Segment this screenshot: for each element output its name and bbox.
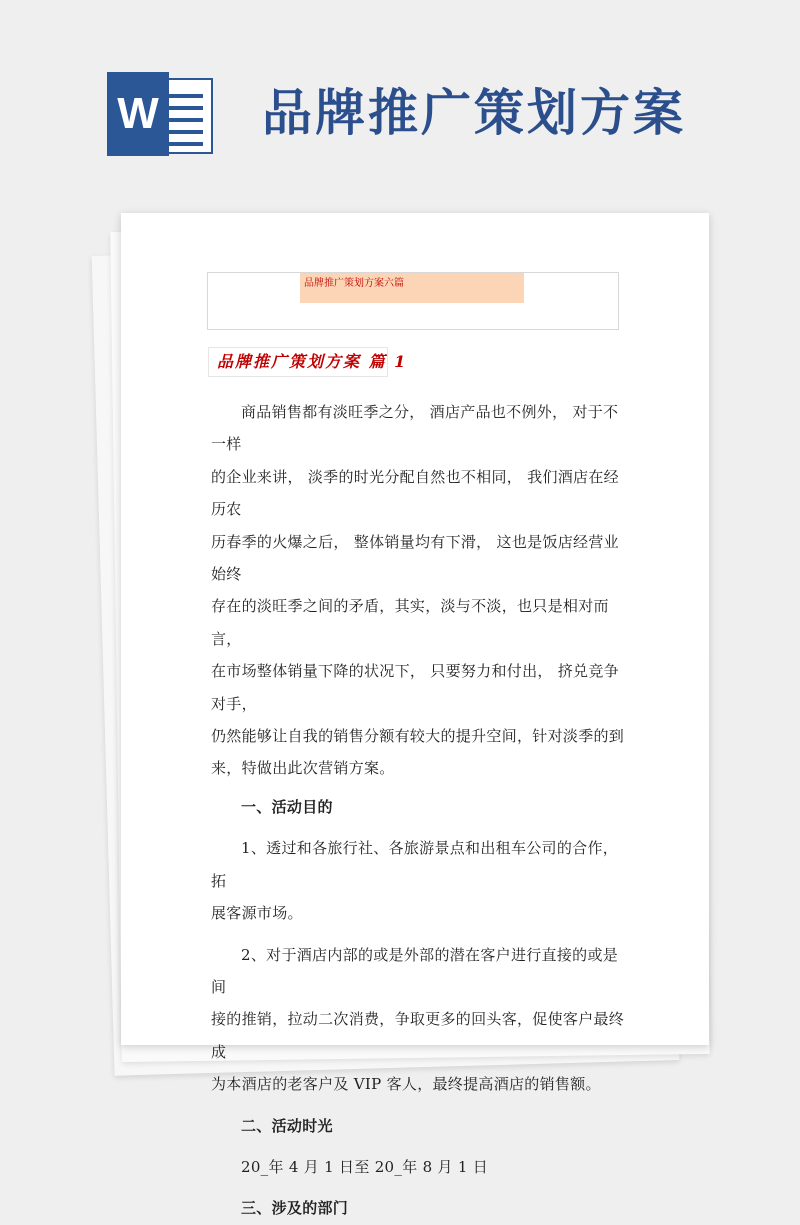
- page-header: [0, 0, 800, 200]
- page-title: 品牌推广策划方案: [262, 83, 686, 142]
- paragraph-line: 来，特做出此次营销方案。: [211, 759, 395, 778]
- paragraph-line: 商品销售都有淡旺季之分， 酒店产品也不例外， 对于不一样: [211, 403, 619, 454]
- paragraph-line: 展客源市场。: [211, 904, 303, 923]
- heading-departments: 三、涉及的部门: [241, 1199, 349, 1218]
- document-body: [211, 396, 631, 1225]
- paragraph-line: 仍然能够让自我的销售分额有较大的提升空间，针对淡季的到: [211, 727, 625, 746]
- word-document-icon: [107, 72, 215, 156]
- heading-activity-time: 二、活动时光: [241, 1116, 333, 1135]
- table-of-contents-box: [207, 272, 619, 330]
- paragraph-line: 存在的淡旺季之间的矛盾，其实，淡与不淡，也只是相对而言，: [211, 597, 609, 648]
- activity-date-range: 20_年 4 月 1 日至 20_年 8 月 1 日: [241, 1157, 489, 1176]
- word-letter-tile: W: [107, 72, 169, 156]
- document-page: [121, 213, 709, 1218]
- paragraph-line: 1、透过和各旅行社、各旅游景点和出租车公司的合作，拓: [211, 839, 619, 890]
- heading-activity-purpose: 一、活动目的: [241, 797, 333, 816]
- paragraph-line: 2、对于酒店内部的或是外部的潜在客户进行直接的或是间: [211, 945, 619, 996]
- paragraph-line: 在市场整体销量下降的状况下， 只要努力和付出， 挤兑竞争对手，: [211, 662, 619, 713]
- paragraph-line: 历春季的火爆之后， 整体销量均有下滑， 这也是饭店经营业始终: [211, 532, 619, 584]
- paragraph-line: 为本酒店的老客户及 VIP 客人，最终提高酒店的销售额。: [211, 1075, 601, 1094]
- toc-entry[interactable]: 品牌推广策划方案六篇: [300, 273, 524, 303]
- section-heading: 品牌推广策划方案 篇 1: [208, 347, 388, 377]
- paragraph-line: 的企业来讲， 淡季的时光分配自然也不相同， 我们酒店在经历农: [211, 467, 619, 519]
- paragraph-line: 接的推销，拉动二次消费，争取更多的回头客，促使客户最终成: [211, 1010, 625, 1061]
